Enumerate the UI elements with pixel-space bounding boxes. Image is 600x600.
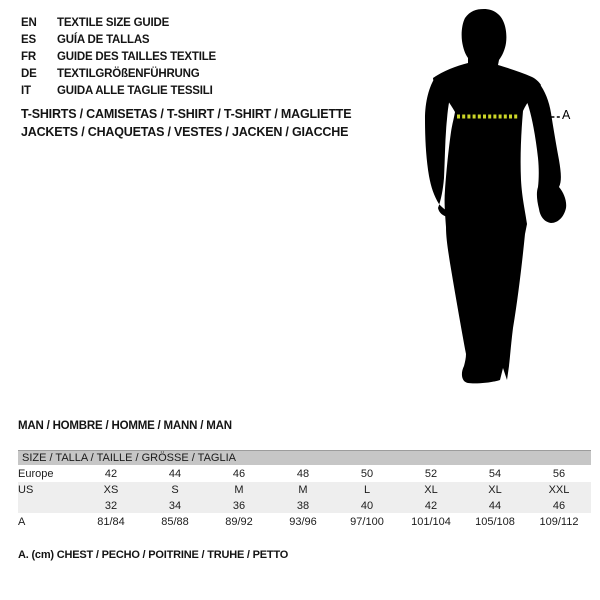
size-cell: M	[271, 482, 335, 498]
size-cell: M	[207, 482, 271, 498]
size-cell: S	[143, 482, 207, 498]
size-cell: L	[335, 482, 399, 498]
size-cell: 101/104	[411, 516, 451, 528]
size-cell: 36	[207, 498, 271, 513]
table-row-chest	[18, 513, 591, 531]
size-cell: XL	[463, 482, 527, 498]
size-cell: 50	[360, 467, 374, 480]
size-cell: 34	[143, 498, 207, 513]
language-list	[21, 15, 216, 100]
category-line: JACKETS / CHAQUETAS / VESTES / JACKEN / GIACCHE	[21, 124, 349, 139]
size-cell: XL	[399, 482, 463, 498]
table-row-us-numeric	[18, 498, 591, 513]
language-row	[21, 66, 216, 83]
size-cell: XS	[79, 482, 143, 498]
silhouette-right-arm	[524, 83, 566, 223]
language-code: ES	[21, 34, 36, 46]
size-cell: 44	[463, 498, 527, 513]
row-label	[18, 498, 79, 513]
language-row	[21, 83, 216, 100]
size-cell: XXL	[527, 482, 591, 498]
language-code: FR	[21, 51, 36, 63]
size-cell: 38	[271, 498, 335, 513]
size-cell: 42	[399, 498, 463, 513]
category-list	[21, 106, 351, 141]
guide-title: TEXTILGRÖßENFÜHRUNG	[57, 68, 200, 80]
row-label: US	[18, 482, 79, 498]
size-cell: 40	[335, 498, 399, 513]
size-cell: 48	[296, 467, 310, 480]
size-cell: 42	[104, 467, 118, 480]
size-table	[18, 450, 591, 531]
size-cell: 46	[527, 498, 591, 513]
language-row	[21, 15, 216, 32]
section-title: MAN / HOMBRE / HOMME / MANN / MAN	[18, 420, 232, 432]
measure-point-label: A	[562, 108, 571, 122]
size-table-header-row	[18, 451, 591, 466]
size-cell: 109/112	[539, 516, 579, 528]
guide-title: GUÍA DE TALLAS	[57, 34, 150, 46]
language-row	[21, 49, 216, 66]
man-silhouette	[415, 6, 575, 396]
size-cell: 93/96	[289, 516, 317, 528]
size-cell: 44	[168, 467, 182, 480]
table-row-us	[18, 482, 591, 498]
language-code: EN	[21, 17, 37, 29]
size-cell: 97/100	[350, 516, 384, 528]
size-table-header: SIZE / TALLA / TAILLE / GRÖSSE / TAGLIA	[18, 451, 591, 466]
category-line: T-SHIRTS / CAMISETAS / T-SHIRT / T-SHIRT / MAGLIETTE	[21, 107, 352, 121]
language-code: IT	[21, 85, 31, 97]
size-cell: 52	[424, 467, 438, 480]
size-cell: 105/108	[475, 516, 515, 528]
size-cell: 56	[552, 467, 566, 480]
row-label: A	[18, 516, 26, 528]
size-cell: 81/84	[97, 516, 125, 528]
size-cell: 46	[232, 467, 246, 480]
guide-title: GUIDE DES TAILLES TEXTILE	[57, 51, 216, 63]
size-cell: 54	[488, 467, 502, 480]
table-row-europe	[18, 465, 591, 482]
language-code: DE	[21, 68, 37, 80]
measurement-footnote: A. (cm) CHEST / PECHO / POITRINE / TRUHE / PETTO	[18, 549, 289, 561]
guide-title: GUIDA ALLE TAGLIE TESSILI	[57, 85, 213, 97]
size-cell: 85/88	[161, 516, 189, 528]
size-cell: 32	[79, 498, 143, 513]
silhouette-body	[433, 9, 541, 383]
guide-title: TEXTILE SIZE GUIDE	[57, 17, 170, 29]
row-label: Europe	[18, 467, 54, 480]
size-cell: 89/92	[225, 516, 253, 528]
language-row	[21, 32, 216, 49]
